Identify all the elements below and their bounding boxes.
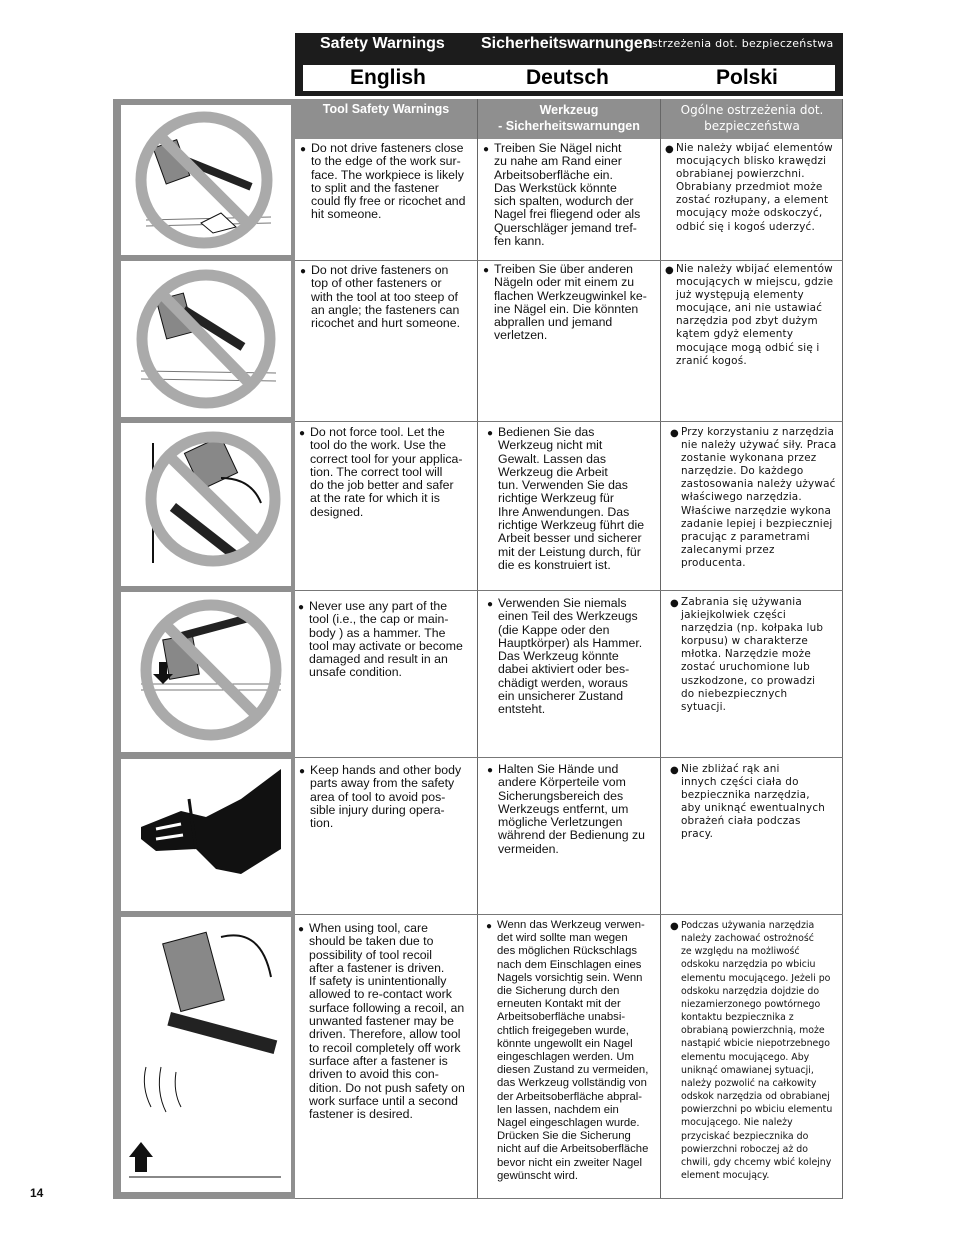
header-title-de: Sicherheitswarnungen — [481, 35, 653, 52]
warning-text-de: ● Treiben Sie über anderen Nägeln oder mit einem zu flachen Werkzeugwinkel ke- ine Nägel ein. Die könnten abprallen und jemand verletzen. — [483, 262, 647, 343]
warning-text-de: ● Halten Sie Hände und andere Körperteile vom Sicherungsbereich des Werkzeugs entfernt, um mögliche Verletzungen während der Bedienung zu vermeiden. — [487, 762, 645, 856]
warning-text-en: ● When using tool, care should be taken due to possibility of tool recoil after a fastener is driven. If safety is unintentionally allowed to re-contact work surface following a recoil, an unwanted fastener may be driven. Therefore, allow tool to recoil completely off work surface after a fastener is driven to avoid this con- dition. Do not push safety on work surface until a second fastener is desired. — [298, 921, 465, 1122]
warning-text-de: ● Treiben Sie Nägel nicht zu nahe am Rand einer Arbeitsoberfläche ein. Das Werkstück könnte sich spalten, wodurch der Nagel frei fliegend oder als Querschläger jemand tref- fen kann. — [483, 141, 641, 249]
header-bar — [295, 33, 843, 96]
warning-text-pl: ● Podczas używania narzędzia należy zachować ostrożność ze względu na możliwość odskoku narzędzia po wbiciu elementu mocującego. Jeżeli po odskoku narzędzia dojdzie do niezamierzonego powtórnego kontaktu bezpiecznika z obrabianą powierzchnią, może nastąpić wbicie niepotrzebnego elementu mocującego. Aby uniknąć omawianej sytuacji, należy pozwolić na całkowity odskok narzędzia od obrabianej powierzchni po wbiciu elementu mocującego. Nie należy przyciskać bezpiecznika do powierzchni roboczej aż do chwili, gdy chcemy wbić kolejny element mocujący. — [670, 920, 833, 1181]
language-english: English — [350, 66, 426, 89]
row-divider — [295, 421, 843, 422]
column-header-en — [295, 99, 477, 139]
warning-text-pl: ● Nie należy wbijać elementów mocujących blisko krawędzi obrabianej powierzchni. Obrabiany przedmiot może zostać rozłupany, a element mocujący może odskoczyć, odbić się i kogoś uderzyć. — [665, 142, 833, 233]
warning-text-de: ● Bedienen Sie das Werkzeug nicht mit Gewalt. Lassen das Werkzeug die Arbeit tun. Verwenden Sie das richtige Werkzeug für Ihre Anwendungen. Das richtige Werkzeug führt die Arbeit besser und sicherer mit der Leistung durch, für die es konstruiert ist. — [487, 425, 645, 572]
tool-recoil-icon — [121, 917, 291, 1192]
illustration-column — [113, 99, 295, 1199]
warning-text-en: ● Do not drive fasteners on top of other fasteners or with the tool at too steep of an angle; the fasteners can ricochet and hurt someone. — [300, 263, 461, 331]
warning-text-en: ● Never use any part of the tool (i.e., the cap or main- body ) as a hammer. The tool may activate or become damaged and result in an unsafe condition. — [298, 599, 463, 680]
warning-text-en: ● Do not force tool. Let the tool do the work. Use the correct tool for your applica- tion. The correct tool will do the job better and safer at the rate for which it is designed. — [299, 425, 463, 519]
warning-text-en: ● Keep hands and other body parts away from the safety area of tool to avoid pos- sible injury during opera- tion. — [299, 763, 462, 831]
warning-text-pl: ● Nie należy wbijać elementów mocujących w miejscu, gdzie już występują elementy mocujące, ani nie ustawiać narzędzia pod zbyt dużym kątem gdyż elementy mocujące mogą odbić się i zranić kogoś. — [665, 263, 834, 367]
row-divider — [295, 914, 843, 915]
warning-text-en: ● Do not drive fasteners close to the edge of the work sur- face. The workpiece is likely to split and the fastener could fly free or ricochet and hit someone. — [300, 141, 466, 222]
column-header-pl-line2: bezpieczeństwa — [704, 119, 800, 133]
column-header-pl-line1: Ogólne ostrzeżenia dot. — [680, 103, 824, 117]
header-title-en: Safety Warnings — [320, 35, 445, 52]
language-polski: Polski — [716, 66, 778, 89]
column-header-de-line2: - Sicherheitswarnungen — [498, 119, 640, 133]
row-divider — [295, 590, 843, 591]
column-header-pl — [661, 99, 843, 139]
language-deutsch: Deutsch — [526, 66, 609, 89]
hand-near-nail-icon — [121, 759, 291, 911]
warning-text-de: ● Wenn das Werkzeug verwen- det wird sollte man wegen des möglichen Rückschlags nach dem Einschlagen eines Nagels vorsichtig sein. Wenn die Sicherung durch den erneuten Kontakt mit der Arbeitsoberfläche unabsi- chtlich freigegeben wurde, könnte ungewollt ein Nagel eingeschlagen werden. Um diesen Zustand zu vermeiden, das Werkzeug vollständig von der Arbeitsoberfläche abpral- len lassen, nachdem ein Nagel eingeschlagen wurde. Drücken Sie die Sicherung nicht auf die Arbeitsoberfläche bevor nicht ein zweiter Nagel gewünscht wird. — [486, 919, 649, 1182]
row-divider — [295, 1198, 843, 1199]
language-box — [302, 64, 836, 92]
prohibited-hammer-use-icon — [121, 592, 291, 752]
column-divider — [842, 99, 843, 1199]
column-divider — [477, 99, 478, 1199]
row-divider — [295, 757, 843, 758]
warning-text-pl: ● Zabrania się używania jakiejkolwiek części narzędzia (np. kołpaka lub korpusu) w charakterze młotka. Narzędzie może zostać uruchomione lub uszkodzone, co prowadzi do niebezpiecznych sytuacji. — [670, 596, 824, 713]
column-header-en-label: Tool Safety Warnings — [322, 102, 450, 116]
warning-text-de: ● Verwenden Sie niemals einen Teil des Werkzeugs (die Kappe oder den Hauptkörper) als Hammer. Das Werkzeug könnte dabei aktiviert oder bes- chädigt werden, woraus ein unsicherer Zustand entsteht. — [487, 596, 643, 717]
header-title-pl: Ostrzeżenia dot. bezpieczeństwa — [643, 37, 834, 50]
prohibited-nail-on-nail-icon — [121, 261, 291, 417]
column-divider — [660, 99, 661, 1199]
column-header-de-line1: Werkzeug — [539, 103, 599, 117]
column-header-de — [478, 99, 660, 139]
prohibited-nailing-near-edge-icon — [121, 105, 291, 255]
warning-text-pl: ● Nie zbliżać rąk ani innych części ciała do bezpiecznika narzędzia, aby uniknąć ewentualnych obrażeń ciała podczas pracy. — [670, 763, 826, 841]
row-divider — [295, 260, 843, 261]
prohibited-force-tool-icon — [121, 423, 291, 586]
warning-text-pl: ● Przy korzystaniu z narzędzia nie należy używać siły. Praca zostanie wykonana przez narzędzie. Do każdego zastosowania należy używać właściwego narzędzia. Właściwe narzędzie wykona zadanie lepiej i bezpieczniej pracując z parametrami zalecanymi przez producenta. — [670, 426, 837, 569]
page-number: 14 — [30, 1186, 44, 1200]
